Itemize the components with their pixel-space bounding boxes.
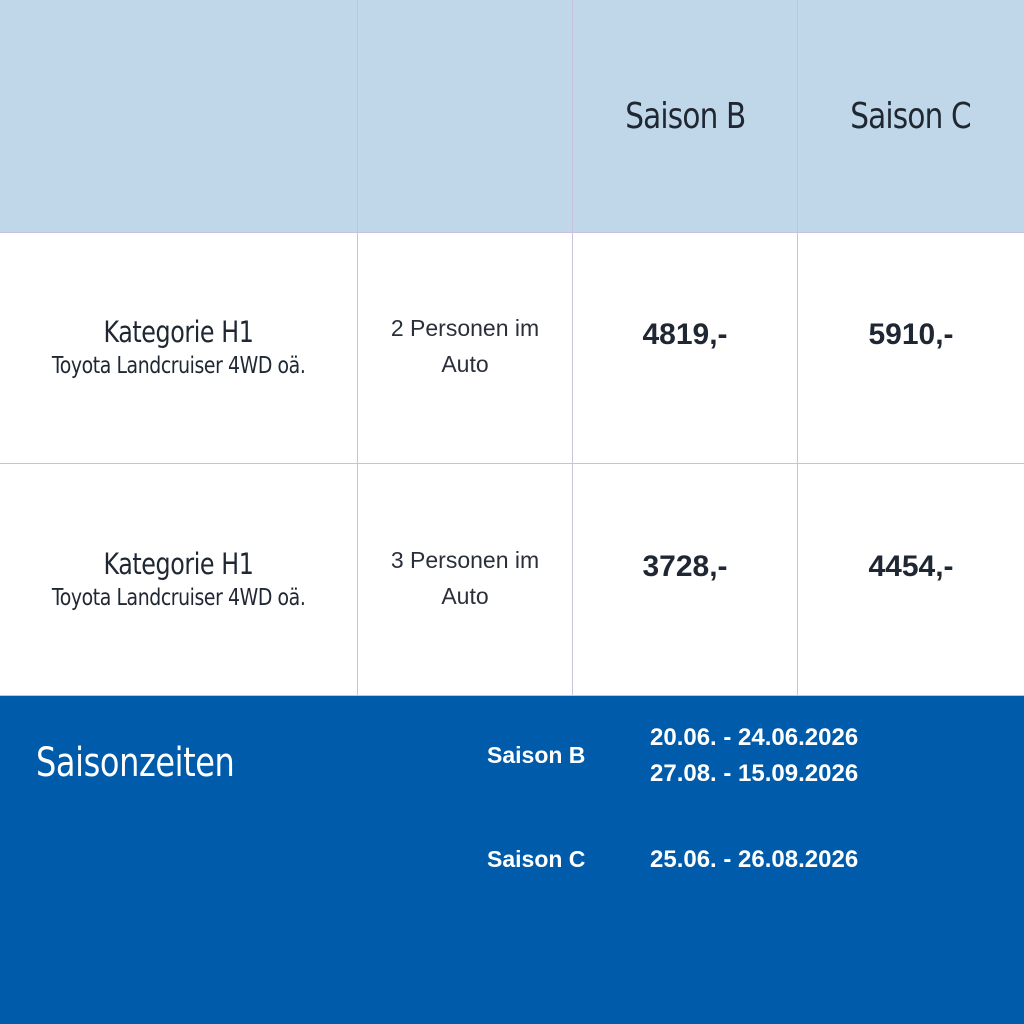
table-row-1-price-b-cell: [573, 233, 798, 464]
header-label-season-b: Saison B: [624, 95, 746, 137]
category-title: Kategorie H1: [103, 546, 254, 581]
season-c-dates: [650, 842, 858, 878]
season-c-date-range-1: 25.06. - 26.08.2026: [650, 846, 859, 873]
table-row-2-category-cell: [0, 464, 358, 696]
persons-text: 2 Personen im Auto: [390, 315, 540, 377]
price-season-c: 5910,-: [868, 318, 954, 351]
price-season-b: 3728,-: [642, 549, 728, 583]
table-row-2-price-b-cell: [573, 464, 798, 696]
vehicle-name: Toyota Landcruiser 4WD oä.: [51, 584, 306, 611]
table-row-2-price-c-cell: [798, 464, 1024, 696]
header-cell-season-b: [573, 0, 798, 233]
season-b-label: Saison B: [487, 742, 586, 768]
price-season-b: 4819,-: [642, 318, 728, 351]
table-row-1-category-cell: [0, 233, 358, 464]
vehicle-name: Toyota Landcruiser 4WD oä.: [51, 353, 306, 379]
table-row-1-persons-cell: [358, 233, 573, 464]
season-b-date-range-2: 27.08. - 15.09.2026: [650, 760, 859, 787]
header-label-season-c: Saison C: [850, 95, 972, 137]
season-b-date-range-1: 20.06. - 24.06.2026: [650, 724, 859, 751]
season-c-label: Saison C: [487, 846, 586, 872]
seasons-heading: Saisonzeiten: [36, 740, 235, 786]
persons-text: 3 Personen im Auto: [390, 546, 540, 609]
seasons-panel: [0, 696, 1024, 1024]
category-title: Kategorie H1: [103, 315, 254, 349]
table-row-2-persons-cell: [358, 464, 573, 696]
price-season-c: 4454,-: [868, 549, 954, 583]
table-row-1-price-c-cell: [798, 233, 1024, 464]
header-cell-persons: [358, 0, 573, 233]
header-cell-category: [0, 0, 358, 233]
header-cell-season-c: [798, 0, 1024, 233]
season-b-dates: [650, 720, 858, 792]
